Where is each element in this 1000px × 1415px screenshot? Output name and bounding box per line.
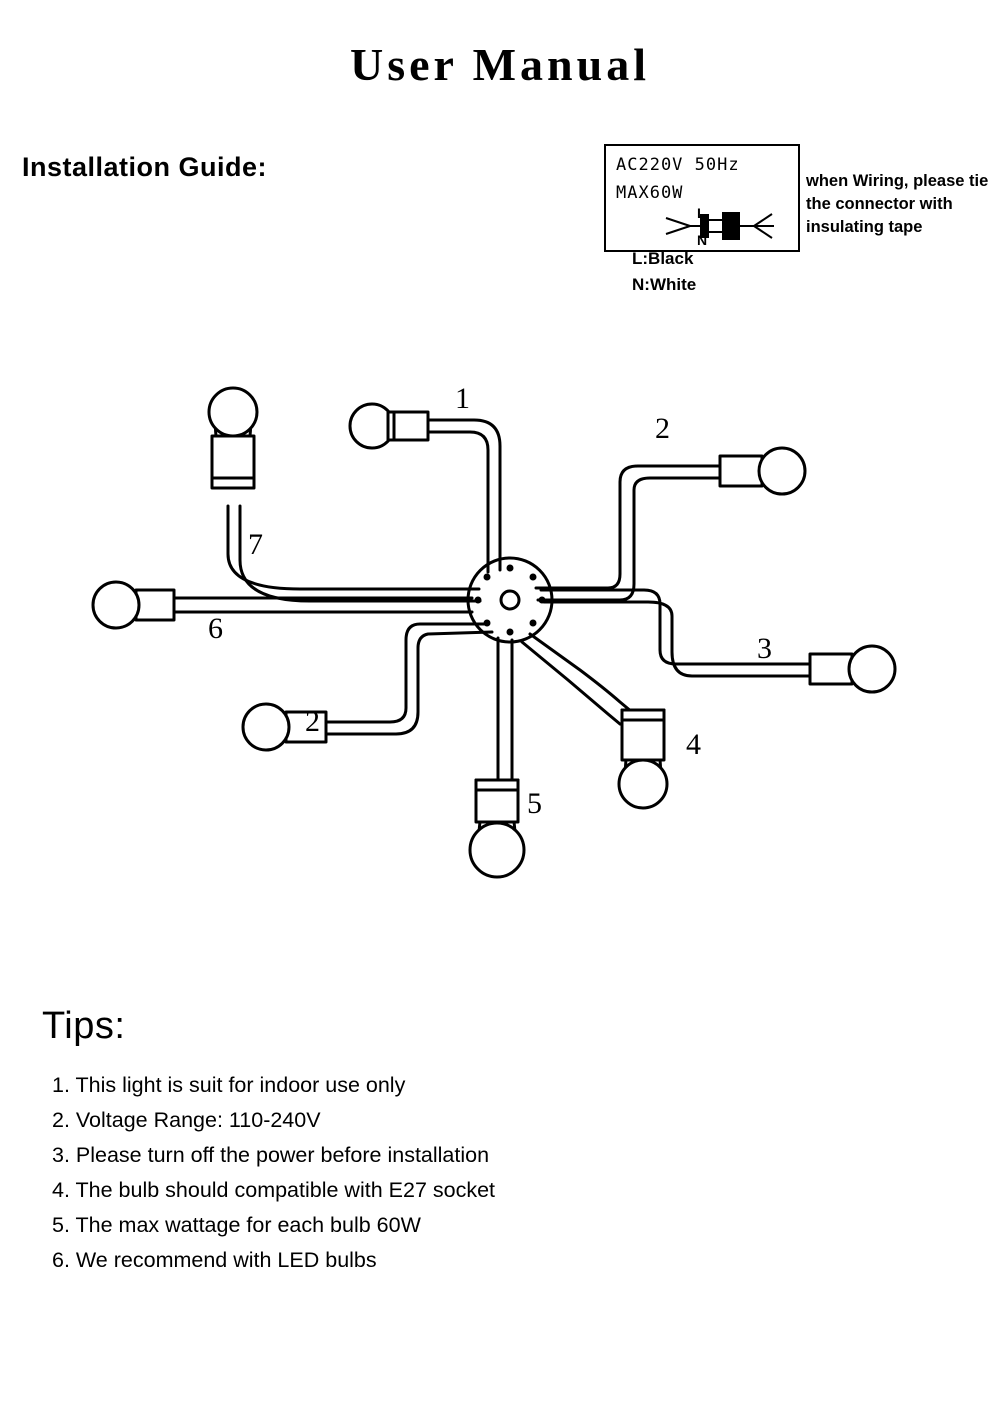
lamp-diagram: [60, 360, 940, 925]
list-item: 4. The bulb should compatible with E27 socket: [52, 1178, 496, 1202]
arm-label-4: 4: [686, 728, 701, 761]
arm-4: [522, 634, 667, 808]
arm-2-upper: [536, 448, 805, 600]
arm-1: [350, 404, 500, 572]
list-item: 1. This light is suit for indoor use only: [52, 1073, 406, 1097]
arm-5: [470, 638, 524, 877]
spec-voltage-text: AC220V 50Hz: [616, 155, 740, 175]
page-title: User Manual: [350, 39, 650, 90]
spec-n-terminal-label: N: [697, 232, 708, 248]
l-wire-color-label: L:Black: [632, 249, 694, 268]
arm-label-7: 7: [248, 528, 263, 561]
list-item: 2. Voltage Range: 110-240V: [52, 1108, 321, 1132]
arm-label-6: 6: [208, 612, 223, 645]
spec-l-terminal-label: L: [697, 205, 706, 221]
arm-2-lower: [243, 624, 492, 750]
arm-3: [541, 590, 895, 692]
tips-list: [52, 1068, 752, 1278]
n-wire-color-label: N:White: [632, 275, 697, 294]
wiring-note-text: when Wiring, please tie the connector with insulating tape: [806, 172, 989, 236]
installation-guide-heading: Installation Guide:: [22, 152, 268, 182]
spec-wattage-text: MAX60W: [616, 183, 684, 203]
list-item: 6. We recommend with LED bulbs: [52, 1248, 377, 1272]
tips-heading: Tips:: [42, 1005, 126, 1047]
list-item: 3. Please turn off the power before installation: [52, 1143, 490, 1167]
arm-label-2-upper: 2: [655, 412, 670, 445]
list-item: 5. The max wattage for each bulb 60W: [52, 1213, 421, 1237]
arm-label-2-lower: 2: [305, 705, 320, 738]
arm-label-3: 3: [757, 632, 772, 665]
arm-label-5: 5: [527, 787, 542, 820]
arm-label-1: 1: [455, 382, 470, 415]
